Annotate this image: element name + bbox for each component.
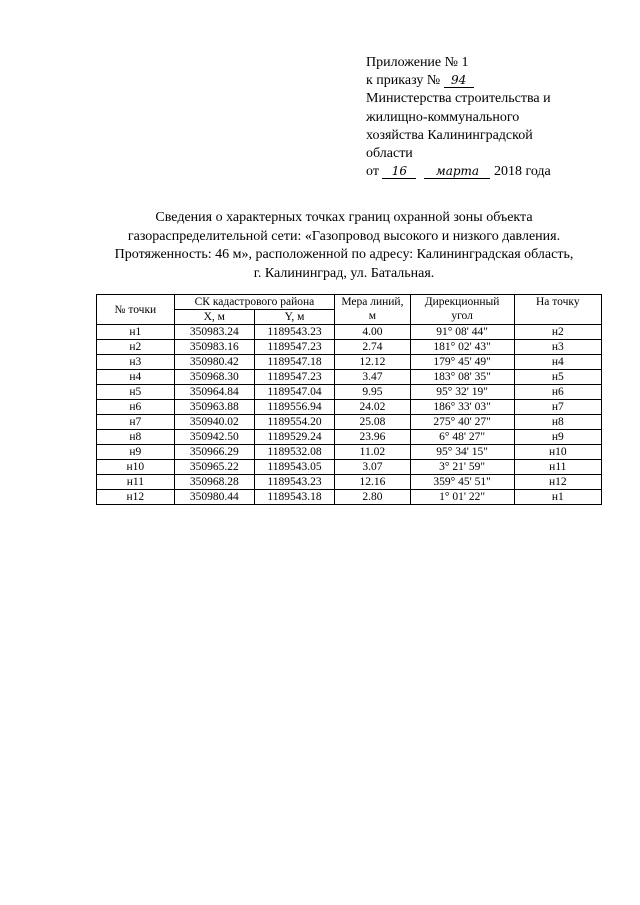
- cell-y: 1189556.94: [254, 400, 334, 415]
- table-row: [97, 430, 602, 445]
- date-month-handwritten: марта: [424, 165, 490, 179]
- cell-angle: 181° 02' 43": [410, 340, 514, 355]
- table-body: [97, 325, 602, 505]
- cell-angle: 186° 33' 03": [410, 400, 514, 415]
- cell-point: н7: [97, 415, 175, 430]
- annex-ministry-line3: хозяйства Калининградской: [366, 127, 533, 143]
- cell-x: 350968.28: [174, 475, 254, 490]
- cell-point: н6: [97, 400, 175, 415]
- header-angle: Дирекционный угол: [410, 295, 514, 325]
- cell-angle: 3° 21' 59": [410, 460, 514, 475]
- cell-to-point: н5: [514, 370, 601, 385]
- cell-y: 1189543.23: [254, 475, 334, 490]
- date-suffix: 2018 года: [493, 164, 551, 180]
- cell-point: н5: [97, 385, 175, 400]
- table-row: [97, 475, 602, 490]
- title-line-4: г. Калининград, ул. Батальная.: [253, 265, 435, 281]
- cell-measure: 2.74: [335, 340, 410, 355]
- cell-measure: 9.95: [335, 385, 410, 400]
- cell-y: 1189547.23: [254, 370, 334, 385]
- annex-order-line: [366, 72, 596, 90]
- cell-angle: 91° 08' 44": [410, 325, 514, 340]
- cell-angle: 95° 32' 19": [410, 385, 514, 400]
- cell-angle: 183° 08' 35": [410, 370, 514, 385]
- cell-to-point: н9: [514, 430, 601, 445]
- cell-to-point: н10: [514, 445, 601, 460]
- order-prefix: к приказу №: [366, 73, 441, 89]
- cell-x: 350965.22: [174, 460, 254, 475]
- cell-point: н11: [97, 475, 175, 490]
- table-row: [97, 460, 602, 475]
- cell-measure: 4.00: [335, 325, 410, 340]
- table-row: [97, 415, 602, 430]
- cell-angle: 6° 48' 27": [410, 430, 514, 445]
- cell-measure: 3.47: [335, 370, 410, 385]
- cell-x: 350980.42: [174, 355, 254, 370]
- cell-angle: 95° 34' 15": [410, 445, 514, 460]
- table-row: [97, 400, 602, 415]
- cell-to-point: н8: [514, 415, 601, 430]
- header-x: X, м: [174, 310, 254, 325]
- cell-measure: 12.16: [335, 475, 410, 490]
- title-line-3: Протяженность: 46 м», расположенной по адресу: Калининградская область,: [114, 247, 574, 262]
- cell-point: н10: [97, 460, 175, 475]
- cell-point: н9: [97, 445, 175, 460]
- cell-angle: 1° 01' 22": [410, 490, 514, 505]
- table-row: [97, 445, 602, 460]
- cell-to-point: н6: [514, 385, 601, 400]
- header-measure: Мера линий, м: [335, 295, 410, 325]
- header-y: Y, м: [254, 310, 334, 325]
- cell-x: 350940.02: [174, 415, 254, 430]
- cell-y: 1189543.18: [254, 490, 334, 505]
- cell-point: н4: [97, 370, 175, 385]
- cell-to-point: н1: [514, 490, 601, 505]
- cell-y: 1189543.23: [254, 325, 334, 340]
- cell-point: н1: [97, 325, 175, 340]
- table-row: [97, 355, 602, 370]
- annex-title: Приложение № 1: [366, 55, 469, 70]
- cell-point: н12: [97, 490, 175, 505]
- cell-measure: 11.02: [335, 445, 410, 460]
- cell-angle: 179° 45' 49": [410, 355, 514, 370]
- cell-x: 350980.44: [174, 490, 254, 505]
- cell-y: 1189529.24: [254, 430, 334, 445]
- table-row: [97, 385, 602, 400]
- cell-measure: 12.12: [335, 355, 410, 370]
- table-row: [97, 340, 602, 355]
- table-row: [97, 490, 602, 505]
- cell-y: 1189543.05: [254, 460, 334, 475]
- cell-measure: 3.07: [335, 460, 410, 475]
- header-point: № точки: [97, 295, 175, 325]
- header-cadastral-system: СК кадастрового района: [174, 295, 334, 310]
- date-prefix: от: [366, 164, 379, 180]
- annex-date-line: [366, 163, 596, 181]
- cell-x: 350942.50: [174, 430, 254, 445]
- cell-measure: 2.80: [335, 490, 410, 505]
- cell-y: 1189547.04: [254, 385, 334, 400]
- cell-x: 350968.30: [174, 370, 254, 385]
- cell-to-point: н7: [514, 400, 601, 415]
- cell-point: н3: [97, 355, 175, 370]
- cell-measure: 24.02: [335, 400, 410, 415]
- cell-x: 350966.29: [174, 445, 254, 460]
- cell-x: 350983.16: [174, 340, 254, 355]
- cell-to-point: н12: [514, 475, 601, 490]
- cell-x: 350964.84: [174, 385, 254, 400]
- table-header-row-1: [97, 295, 602, 310]
- cell-to-point: н11: [514, 460, 601, 475]
- title-line-2: газораспределительной сети: «Газопровод высокого и низкого давления.: [127, 228, 561, 244]
- header-to-point: На точку: [514, 295, 601, 325]
- document-title: [80, 209, 608, 283]
- cell-y: 1189547.18: [254, 355, 334, 370]
- cell-measure: 23.96: [335, 430, 410, 445]
- coordinates-table: [96, 294, 602, 505]
- annex-ministry-line2: жилищно-коммунального: [366, 109, 520, 125]
- cell-y: 1189554.20: [254, 415, 334, 430]
- cell-to-point: н4: [514, 355, 601, 370]
- cell-x: 350963.88: [174, 400, 254, 415]
- cell-measure: 25.08: [335, 415, 410, 430]
- cell-point: н8: [97, 430, 175, 445]
- title-line-1: Сведения о характерных точках границ охранной зоны объекта: [155, 210, 533, 225]
- order-number-handwritten: 94: [444, 74, 474, 88]
- annex-ministry-line1: Министерства строительства и: [366, 91, 551, 107]
- date-day-handwritten: 16: [382, 165, 416, 179]
- cell-angle: 359° 45' 51": [410, 475, 514, 490]
- cell-y: 1189547.23: [254, 340, 334, 355]
- cell-to-point: н2: [514, 325, 601, 340]
- cell-to-point: н3: [514, 340, 601, 355]
- cell-x: 350983.24: [174, 325, 254, 340]
- annex-ministry-line4: области: [366, 146, 413, 162]
- table-row: [97, 325, 602, 340]
- cell-angle: 275° 40' 27": [410, 415, 514, 430]
- table-row: [97, 370, 602, 385]
- annex-block: [366, 54, 596, 181]
- cell-point: н2: [97, 340, 175, 355]
- cell-y: 1189532.08: [254, 445, 334, 460]
